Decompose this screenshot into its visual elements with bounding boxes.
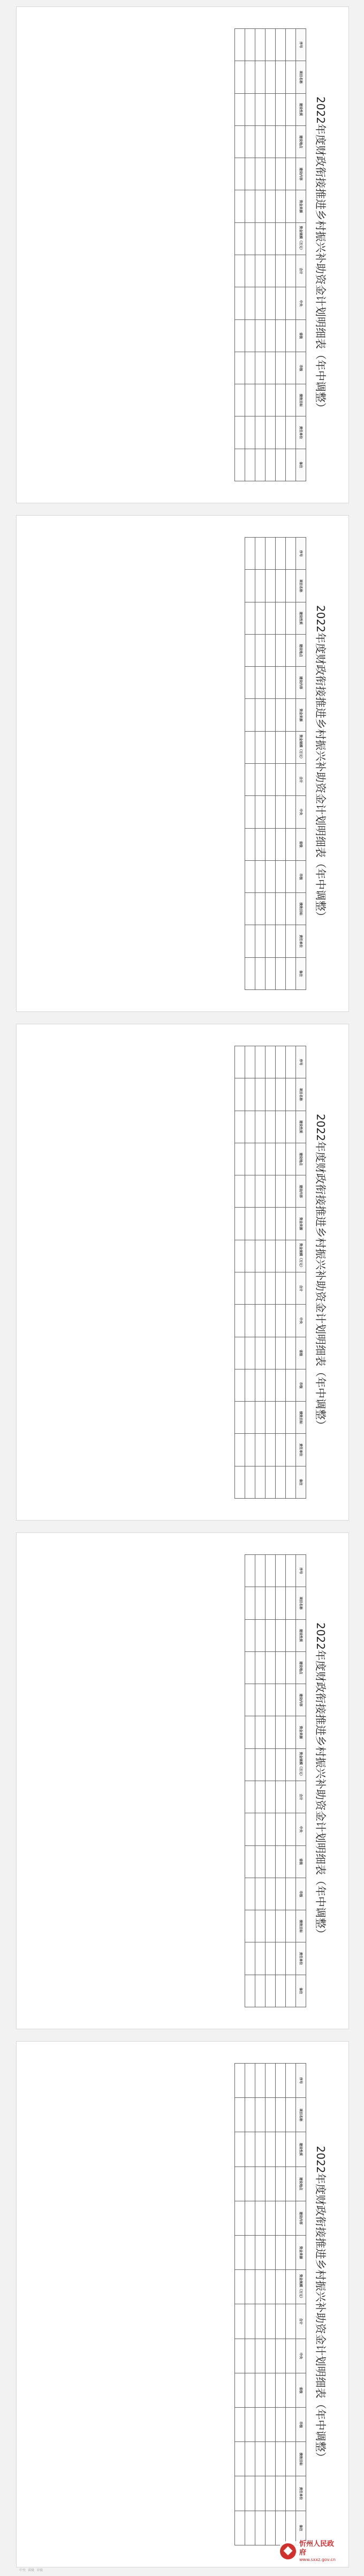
column-header: 建设内容	[296, 1175, 306, 1208]
column-header: 序号	[296, 538, 306, 570]
column-header: 市级	[296, 1878, 306, 1910]
column-header: 绩效目标	[296, 893, 306, 925]
column-header: 建设性质	[296, 2132, 306, 2166]
column-header: 序号	[296, 2064, 306, 2098]
legend-municipal: 市级	[36, 2568, 43, 2572]
column-header: 中央	[296, 1813, 306, 1845]
column-header: 省级	[296, 828, 306, 860]
column-header: 资金规模（万元）	[296, 731, 306, 763]
column-header: 中央	[296, 287, 306, 319]
column-header: 资金来源	[296, 2236, 306, 2270]
funding-table	[234, 28, 306, 481]
column-header: 合计	[296, 2304, 306, 2339]
page-title: 2022年度财政衔接推进乡村振兴补助资金计划明细表（年中调整）	[314, 1114, 327, 1431]
page-title: 2022年度财政衔接推进乡村振兴补助资金计划明细表（年中调整）	[314, 605, 327, 922]
column-header: 建设内容	[296, 2201, 306, 2235]
column-header: 序号	[296, 29, 306, 61]
column-header: 资金规模（万元）	[296, 2270, 306, 2304]
site-watermark	[280, 2541, 340, 2562]
column-header: 项目名称	[296, 61, 306, 93]
column-header: 绩效目标	[296, 384, 306, 416]
legend-provincial: 省级	[28, 2568, 35, 2572]
column-header: 项目名称	[296, 1078, 306, 1111]
column-header: 建设内容	[296, 158, 306, 190]
document-page	[16, 1532, 349, 2029]
column-header: 建设地点	[296, 634, 306, 666]
column-header: 市级	[296, 1369, 306, 1401]
document-page	[16, 1024, 349, 1521]
column-header: 责任单位	[296, 925, 306, 957]
page-title: 2022年度财政衔接推进乡村振兴补助资金计划明细表（年中调整）	[314, 1622, 327, 1939]
column-header: 责任单位	[296, 2476, 306, 2511]
funding-table	[245, 1554, 306, 2007]
column-header: 建设性质	[296, 1619, 306, 1651]
column-header: 市级	[296, 860, 306, 892]
government-logo-icon	[280, 2543, 296, 2559]
column-header: 建设地点	[296, 2166, 306, 2201]
column-header: 责任单位	[296, 1434, 306, 1466]
column-header: 备注	[296, 1975, 306, 2007]
column-header: 备注	[296, 449, 306, 481]
document-page	[16, 515, 349, 1012]
document-page	[16, 6, 349, 503]
document-page	[16, 2041, 349, 2567]
column-header: 建设内容	[296, 1684, 306, 1716]
column-header: 备注	[296, 957, 306, 989]
column-header: 合计	[296, 763, 306, 795]
column-header: 序号	[296, 1555, 306, 1587]
column-header: 资金规模（万元）	[296, 1748, 306, 1781]
column-header: 绩效目标	[296, 2442, 306, 2476]
watermark-site-name: 忻州人民政府	[299, 2540, 335, 2557]
column-header: 责任单位	[296, 416, 306, 449]
column-header: 省级	[296, 1337, 306, 1369]
column-header: 项目名称	[296, 570, 306, 602]
column-header: 市级	[296, 2408, 306, 2442]
column-header: 市级	[296, 352, 306, 384]
page-title: 2022年度财政衔接推进乡村振兴补助资金计划明细表（年中调整）	[314, 96, 327, 413]
column-header: 资金规模（万元）	[296, 1240, 306, 1272]
legend-central: 中央	[19, 2568, 26, 2572]
funding-table	[245, 537, 306, 990]
column-header: 省级	[296, 1845, 306, 1878]
column-header: 项目名称	[296, 2098, 306, 2132]
column-header: 备注	[296, 1466, 306, 1498]
column-header: 建设地点	[296, 1651, 306, 1684]
page-title: 2022年度财政衔接推进乡村振兴补助资金计划明细表（年中调整）	[314, 2146, 327, 2463]
column-header: 合计	[296, 1781, 306, 1813]
column-header: 建设内容	[296, 667, 306, 699]
column-header: 建设地点	[296, 125, 306, 158]
watermark-url: www.sxxz.gov.cn	[299, 2557, 336, 2562]
column-header: 项目名称	[296, 1587, 306, 1619]
column-header: 责任单位	[296, 1942, 306, 1975]
column-header: 省级	[296, 319, 306, 352]
column-header: 中央	[296, 2339, 306, 2373]
table-legend	[19, 2567, 43, 2572]
column-header: 合计	[296, 255, 306, 287]
column-header: 中央	[296, 796, 306, 828]
column-header: 绩效目标	[296, 1910, 306, 1942]
funding-table	[234, 2063, 306, 2545]
column-header: 资金规模（万元）	[296, 222, 306, 255]
column-header: 省级	[296, 2373, 306, 2407]
column-header: 合计	[296, 1272, 306, 1304]
column-header: 建设性质	[296, 1111, 306, 1143]
column-header: 建设性质	[296, 602, 306, 634]
column-header: 资金来源	[296, 1716, 306, 1748]
column-header: 备注	[296, 2511, 306, 2545]
column-header: 序号	[296, 1046, 306, 1078]
column-header: 建设地点	[296, 1143, 306, 1175]
funding-table	[234, 1046, 306, 1499]
column-header: 建设性质	[296, 93, 306, 125]
column-header: 资金来源	[296, 1208, 306, 1240]
column-header: 中央	[296, 1305, 306, 1337]
column-header: 资金来源	[296, 190, 306, 222]
column-header: 绩效目标	[296, 1402, 306, 1434]
column-header: 资金来源	[296, 699, 306, 731]
